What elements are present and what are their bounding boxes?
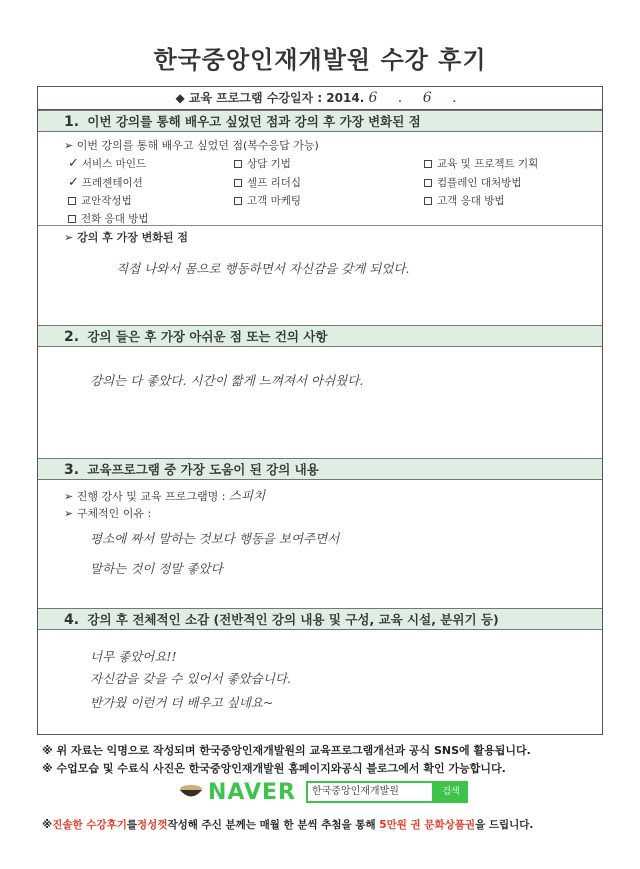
naver-search-button[interactable]: 검색 xyxy=(434,781,468,803)
option-label: 고객 마케팅 xyxy=(247,195,302,207)
option-customer-service[interactable] xyxy=(424,193,505,208)
section3-sub1 xyxy=(64,486,265,504)
option-label: 상담 기법 xyxy=(247,158,291,170)
arrow-icon: ➢ xyxy=(64,490,74,503)
option-marketing[interactable] xyxy=(234,193,301,208)
option-presentation[interactable] xyxy=(68,175,143,190)
section1-sub2 xyxy=(64,229,188,245)
checkbox-icon xyxy=(68,197,76,205)
option-edu-planning[interactable] xyxy=(424,156,538,171)
section2-header xyxy=(38,325,602,347)
option-label: 고객 응대 방법 xyxy=(437,195,505,207)
date-bar xyxy=(38,87,602,110)
checkmark-icon: ✓ xyxy=(68,156,79,171)
divider xyxy=(38,225,602,226)
page-title: 한국중앙인재개발원 수강 후기 xyxy=(153,46,487,74)
checkbox-icon xyxy=(68,215,76,223)
arrow-icon: ➢ xyxy=(64,231,74,244)
section3-answer-line2: 말하는 것이 정말 좋았다 xyxy=(90,561,223,576)
checkbox-icon xyxy=(234,197,242,205)
section4-title: 강의 후 전체적인 소감 (전반적인 강의 내용 및 구성, 교육 시설, 분위기 등) xyxy=(87,612,499,627)
checkbox-icon xyxy=(234,160,242,168)
checkmark-icon: ✓ xyxy=(68,175,79,190)
option-self-leadership[interactable] xyxy=(234,175,301,190)
section3-number: 3. xyxy=(64,462,80,478)
option-lesson-plan[interactable] xyxy=(68,193,132,208)
section2-answer: 강의는 다 좋았다. 시간이 짧게 느껴져서 아쉬웠다. xyxy=(90,373,364,388)
checkbox-icon xyxy=(234,179,242,187)
section1-header xyxy=(38,110,602,132)
arrow-icon: ➢ xyxy=(64,507,74,520)
option-service-mind[interactable] xyxy=(68,156,146,171)
checkbox-icon xyxy=(424,179,432,187)
note-highlight-2: 정성껏 xyxy=(137,819,168,831)
section3-sub1-answer: 스피치 xyxy=(228,488,266,503)
section1-sub1-label: 이번 강의를 통해 배우고 싶었던 점(복수응답 가능) xyxy=(76,139,319,152)
naver-search-input[interactable]: 한국중앙인재개발원 xyxy=(306,781,434,803)
option-label: 셀프 리더십 xyxy=(247,177,302,189)
section3-answer-line1: 평소에 짜서 말하는 것보다 행동을 보여주면서 xyxy=(90,531,340,546)
section2-title: 강의 들은 후 가장 아쉬운 점 또는 건의 사항 xyxy=(87,329,328,344)
option-counseling[interactable] xyxy=(234,156,291,171)
bowl-icon xyxy=(178,783,204,801)
section4-answer-line1: 너무 좋았어요!! xyxy=(90,649,177,664)
section1-title: 이번 강의를 통해 배우고 싶었던 점과 강의 후 가장 변화된 점 xyxy=(87,114,421,129)
date-label: 교육 프로그램 수강일자 : 2014. xyxy=(188,91,365,105)
option-label: 교육 및 프로젝트 기획 xyxy=(437,158,539,170)
bottom-note xyxy=(42,817,533,832)
section3-sub2-label: 구체적인 이유 : xyxy=(76,507,152,520)
note-text-3: 을 드립니다. xyxy=(475,819,534,831)
option-label: 서비스 마인드 xyxy=(81,158,147,170)
note-text-2: 작성해 주신 분께는 매월 한 분씩 추첨을 통해 xyxy=(167,819,380,831)
note-prefix: ※ xyxy=(42,819,53,831)
section3-sub2 xyxy=(64,505,151,521)
checkbox-icon xyxy=(424,160,432,168)
section1-number: 1. xyxy=(64,114,80,130)
footnote-1: ※ 위 자료는 익명으로 작성되며 한국중앙인재개발원의 교육프로그램개선과 공식 SNS에 활용됩니다. xyxy=(42,744,531,757)
option-label: 컴플레인 대처방법 xyxy=(437,177,522,189)
section2-number: 2. xyxy=(64,329,80,345)
section4-answer-line3: 반가웠 이런거 더 배우고 싶네요~ xyxy=(90,695,274,710)
section3-header xyxy=(38,458,602,480)
option-label: 프레젠테이션 xyxy=(81,177,143,189)
option-complaint[interactable] xyxy=(424,175,521,190)
note-highlight-1: 진솔한 수강후기 xyxy=(52,819,127,831)
naver-search-bar xyxy=(178,781,468,803)
section4-answer-line2: 자신감을 갖을 수 있어서 좋았습니다. xyxy=(90,671,291,686)
naver-logo: NAVER xyxy=(208,779,296,805)
option-phone[interactable] xyxy=(68,211,149,226)
diamond-icon: ◆ xyxy=(175,91,185,105)
section1-sub1 xyxy=(64,137,319,153)
note-text-1: 를 xyxy=(126,819,138,831)
note-highlight-3: 5만원 권 문화상품권 xyxy=(379,819,476,831)
section1-answer: 직접 나와서 몸으로 행동하면서 자신감을 갖게 되었다. xyxy=(116,261,410,276)
option-label: 전화 응대 방법 xyxy=(81,213,149,225)
footnote-2: ※ 수업모습 및 수료식 사진은 한국중앙인재개발원 홈페이지와공식 블로그에서 확인 가능합니다. xyxy=(42,762,506,775)
section3-title: 교육프로그램 중 가장 도움이 된 강의 내용 xyxy=(87,462,319,477)
checkbox-icon xyxy=(424,197,432,205)
option-label: 교안작성법 xyxy=(81,195,132,207)
section4-number: 4. xyxy=(64,612,80,628)
arrow-icon: ➢ xyxy=(64,139,74,152)
survey-form xyxy=(37,86,603,735)
section3-sub1-label: 진행 강사 및 교육 프로그램명 : xyxy=(76,490,226,503)
section1-sub2-label: 강의 후 가장 변화된 점 xyxy=(77,231,189,244)
date-handwritten: 6 . 6 . xyxy=(368,90,465,106)
section4-header xyxy=(38,608,602,630)
